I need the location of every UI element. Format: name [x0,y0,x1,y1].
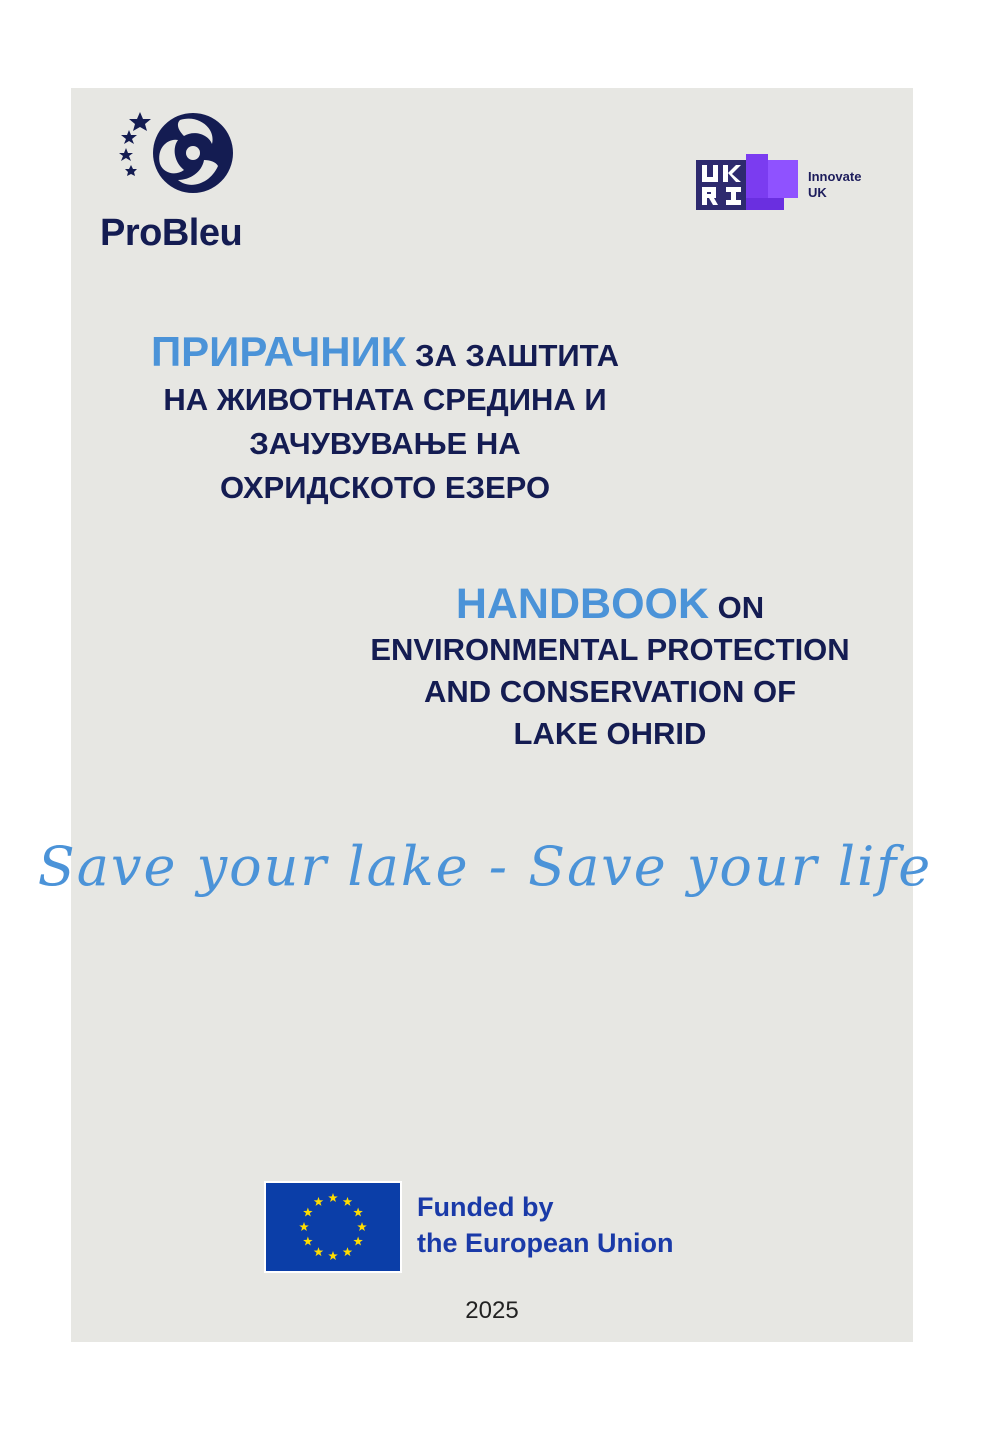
mk-title-line-3: ЗАЧУВУВАЊЕ НА [249,426,521,461]
en-title-highlight: HANDBOOK [455,580,710,628]
slogan: Save your lake - Save your life [37,835,933,898]
en-title-line-1 [300,580,920,629]
en-title-line-2: ENVIRONMENTAL PROTECTION [370,632,850,667]
ukri-logo-icon [696,152,800,212]
en-title-line-3: AND CONSERVATION OF [423,674,796,709]
innovate-uk-line1: Innovate [808,169,862,184]
macedonian-title [60,330,710,510]
mk-title-line-2: НА ЖИВОТНАТА СРЕДИНА И [163,382,607,417]
innovate-uk-line2: UK [808,185,827,200]
mk-title-highlight: ПРИРАЧНИК [150,328,407,375]
ukri-innovate-logo [696,152,886,214]
english-title [300,580,920,755]
eu-flag-icon [264,1181,402,1273]
eu-line-1: Funded by [417,1192,554,1222]
mk-title-line-4: ОХРИДСКОТО ЕЗЕРО [219,470,551,505]
mk-title-line1-rest: ЗА ЗАШТИТА [415,338,620,373]
innovate-uk-text [808,169,861,201]
funded-by-eu-text [417,1189,674,1261]
mk-title-line-1 [60,330,710,378]
en-title-line1-rest: ON [717,590,765,625]
en-title-line-4: LAKE OHRID [513,716,707,751]
probleu-wordmark: ProBleu [100,212,243,254]
publication-year: 2025 [465,1297,519,1324]
probleu-logo-icon [118,108,233,198]
probleu-logo [100,108,270,263]
eu-line-2: the European Union [417,1228,674,1258]
